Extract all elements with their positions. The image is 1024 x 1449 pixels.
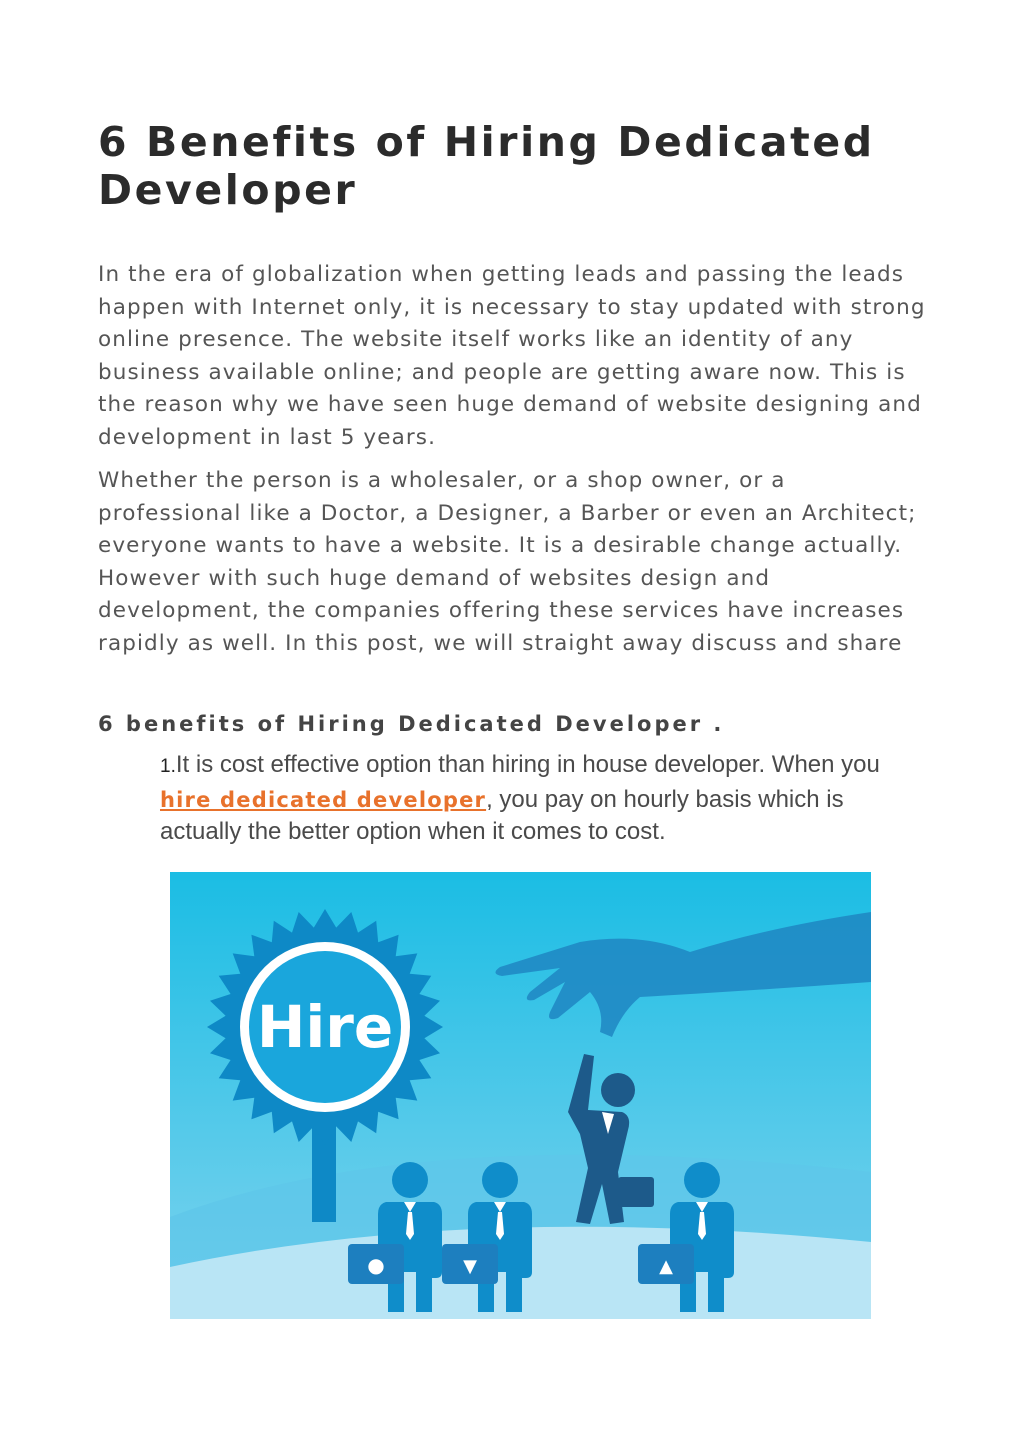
page-title: 6 Benefits of Hiring Dedicated Developer <box>98 118 875 214</box>
intro-paragraph: In the era of globalization when getting leads and passing the leads happen with Internet only, it is necessary to stay updated with strong online presence. The website itself works like an identity of any business available online; and people are getting aware now. This is the reason why we have seen huge demand of website designing and development in last 5 years. <box>98 262 926 450</box>
android-icon: ▲ <box>659 1256 673 1277</box>
apple-icon: ● <box>367 1253 385 1277</box>
benefit-list-item <box>160 749 920 849</box>
hire-dedicated-developer-link[interactable]: hire dedicated developer <box>160 787 487 812</box>
badge-text: Hire <box>256 993 394 1061</box>
hiring-illustration <box>170 872 871 1319</box>
second-paragraph: Whether the person is a wholesaler, or a shop owner, or a professional like a Doctor, a Designer, a Barber or even an Architect; everyone wants to have a website. It is a desirable change actually. However with such huge demand of websites design and development, the companies offering these services have increases rapidly as well. In this post, we will straight away discuss and share <box>98 468 917 656</box>
benefits-subheading: 6 benefits of Hiring Dedicated Developer . <box>98 712 725 736</box>
list-number: 1. <box>160 756 176 777</box>
benefit-text-after: , you pay on hourly basis which is actually the better option when it comes to cost. <box>160 785 844 845</box>
css3-icon: ▼ <box>463 1256 477 1277</box>
benefit-text-before: It is cost effective option than hiring in house developer. When you <box>175 751 880 778</box>
